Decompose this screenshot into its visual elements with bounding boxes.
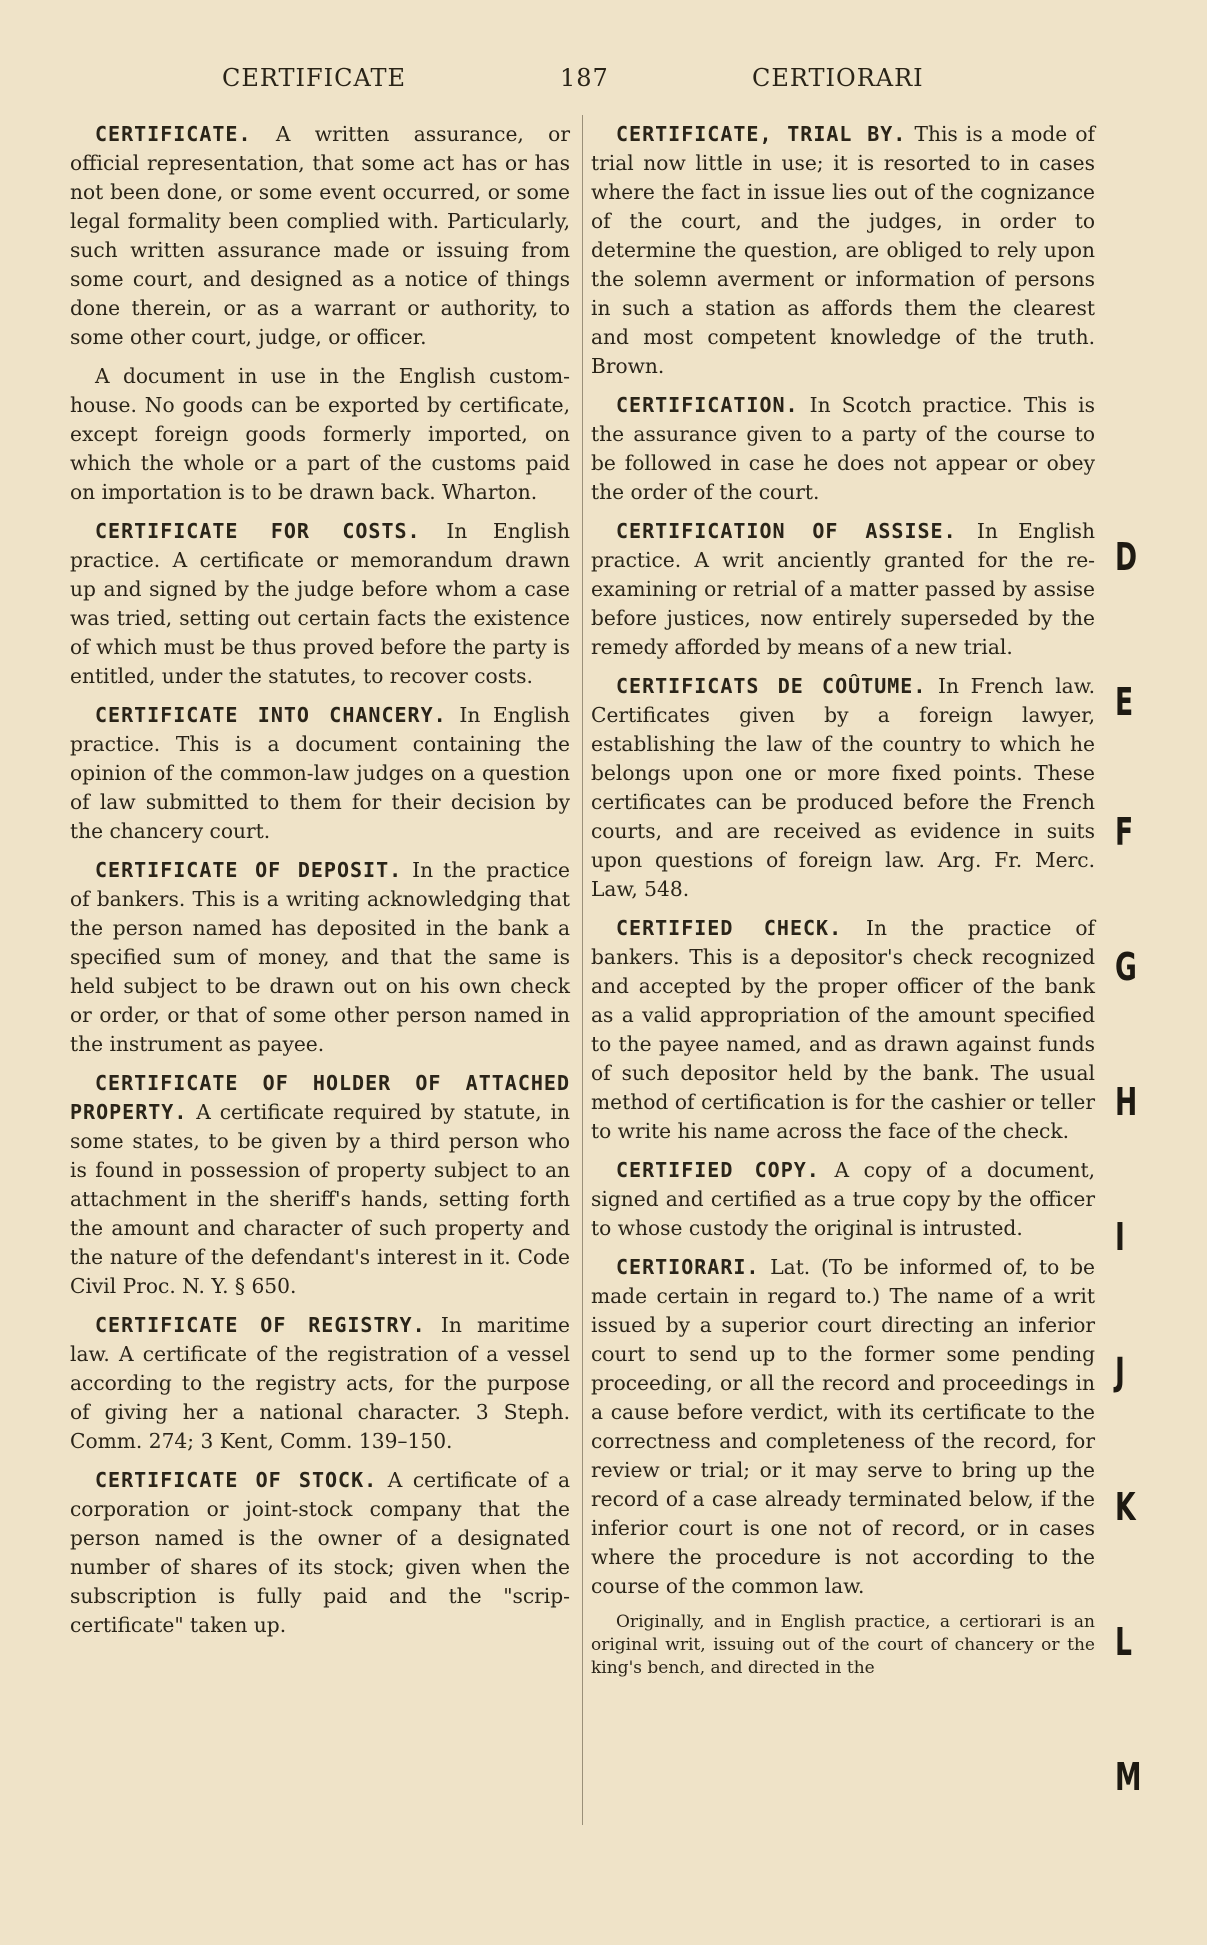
- entry: [70, 701, 570, 846]
- entry-text: This is a mode of trial now little in use; it is resorted to in cases where the fact in issue lies out of the cognizance of the court, and the judges, in order to determine the question, are obliged to rely upon the solemn averment or information of persons in such a station as affords them the clearest and most competent knowledge of the truth. Brown.: [591, 122, 1095, 378]
- entry-headword: CERTIFIED CHECK.: [616, 916, 843, 940]
- entry-headword: CERTIFICATE OF HOLDER OF ATTACHED PROPERTY.: [70, 1071, 570, 1124]
- thumb-index-letter[interactable]: G: [1115, 945, 1137, 989]
- entry-text: In French law. Certificates given by a foreign lawyer, establishing the law of the country to which he belongs upon one or more fixed points. These certificates can be produced before the French courts, and are received as evidence in suits upon questions of foreign law. Arg. Fr. Merc. Law, 548.: [591, 674, 1095, 901]
- entry: [70, 856, 570, 1059]
- entry: [591, 1253, 1095, 1601]
- entry: [591, 517, 1095, 662]
- thumb-index-letter[interactable]: H: [1115, 1080, 1138, 1124]
- running-head-left: CERTIFICATE: [222, 64, 407, 92]
- entry-headword: CERTIFIED COPY.: [616, 1158, 820, 1182]
- entry-text: In English practice. A writ anciently granted for the re-examining or retrial of a matter passed by assise before justices, now entirely superseded by the remedy afforded by means of a new trial.: [591, 519, 1096, 659]
- entry-text: In maritime law. A certificate of the registration of a vessel according to the registry acts, for the purpose of giving her a national character. 3 Steph. Comm. 274; 3 Kent, Comm. 139–150.: [70, 1313, 570, 1453]
- entry: [70, 1311, 570, 1456]
- entry: [70, 517, 570, 691]
- entry-text: A written assurance, or official representation, that some act has or has not been done, or some event occurred, or some legal formality been complied with. Particularly, such written assurance made or issuing from some court, and designed as a notice of things done therein, or as a warrant or authority, to some other court, judge, or officer.: [70, 122, 570, 349]
- thumb-index-letter[interactable]: K: [1115, 1485, 1136, 1529]
- entry-text: A copy of a document, signed and certified as a true copy by the officer to whose custody the original is intrusted.: [591, 1158, 1095, 1240]
- entry-headword: CERTIFICATE OF DEPOSIT.: [95, 858, 403, 882]
- thumb-index-letter[interactable]: F: [1115, 810, 1134, 854]
- thumb-index-letter[interactable]: D: [1115, 535, 1138, 579]
- entry-text: In English practice. A certificate or memorandum drawn up and signed by the judge before whom a case was tried, setting out certain facts the existence of which must be thus proved before the party is entitled, under the statutes, to recover costs.: [70, 519, 570, 688]
- entry-text: Lat. (To be informed of, to be made certain in regard to.) The name of a writ issued by a superior court directing an inferior court to send up to the former some pending proceeding, or all the record and proceedings in a cause before verdict, with its certificate to the correctness and completeness of the record, for review or trial; or it may serve to bring up the record of a case already terminated below, if the inferior court is one not of record, or in cases where the procedure is not according to the course of the common law.: [591, 1255, 1095, 1598]
- left-column: [70, 120, 570, 1650]
- entry-headword: CERTIORARI.: [616, 1255, 760, 1279]
- thumb-index-letter[interactable]: M: [1115, 1755, 1142, 1799]
- entry: [70, 362, 570, 507]
- entry-text: A certificate of a corporation or joint-stock company that the person named is the owner of a designated number of shares of its stock; given when the subscription is fully paid and the "scrip-certificate" taken up.: [70, 1468, 570, 1637]
- entry: [70, 1069, 570, 1301]
- entry-headword: CERTIFICATE OF STOCK.: [95, 1468, 378, 1492]
- thumb-index-letter[interactable]: I: [1115, 1215, 1125, 1259]
- thumb-index-letter[interactable]: E: [1115, 680, 1134, 724]
- footnote-paragraph: Originally, and in English practice, a certiorari is an original writ, issuing out of the court of chancery or the king's bench, and directed in the: [591, 1612, 1095, 1678]
- entry-headword: CERTIFICATION.: [616, 393, 799, 417]
- column-divider: [582, 115, 583, 1825]
- thumb-index-letter[interactable]: L: [1115, 1620, 1132, 1664]
- entry-text: In the practice of bankers. This is a depositor's check recognized and accepted by the proper officer of the bank as a valid appropriation of the amount specified to the payee named, and as drawn against funds of such depositor held by the bank. The usual method of certification is for the cashier or teller to write his name across the face of the check.: [591, 916, 1095, 1143]
- entry: [591, 120, 1095, 381]
- entry-text: In Scotch practice. This is the assurance given to a party of the course to be followed in case he does not appear or obey the order of the court.: [591, 393, 1095, 504]
- entry: [591, 1156, 1095, 1243]
- entry-headword: CERTIFICATE FOR COSTS.: [95, 519, 421, 543]
- thumb-index-letter[interactable]: J: [1115, 1350, 1125, 1394]
- entry-headword: CERTIFICATE, TRIAL BY.: [616, 122, 907, 146]
- page-number: 187: [560, 64, 609, 92]
- entry-text: In the practice of bankers. This is a writing acknowledging that the person named has deposited in the bank a specified sum of money, and that the same is held subject to be drawn out on his own check or order, or that of some other person named in the instrument as payee.: [70, 858, 570, 1056]
- entry-text: A document in use in the English custom-house. No goods can be exported by certificate, except foreign goods formerly imported, on which the whole or a part of the customs paid on importation is to be drawn back. Wharton.: [70, 364, 570, 504]
- right-column: [591, 120, 1095, 1697]
- entry-headword: CERTIFICATS DE COÛTUME.: [616, 674, 927, 698]
- entry: [70, 1466, 570, 1640]
- entry-headword: CERTIFICATE INTO CHANCERY.: [95, 703, 447, 727]
- entry: [591, 914, 1095, 1146]
- entry-text: In English practice. This is a document containing the opinion of the common-law judges on a question of law submitted to them for their decision by the chancery court.: [70, 703, 570, 843]
- entry-headword: CERTIFICATE OF REGISTRY.: [95, 1313, 426, 1337]
- entry: [70, 120, 570, 352]
- entry: [591, 672, 1095, 904]
- entry-headword: CERTIFICATION OF ASSISE.: [616, 519, 957, 543]
- running-head-right: CERTIORARI: [752, 64, 924, 92]
- entry-headword: CERTIFICATE.: [95, 122, 252, 146]
- entry-text: A certificate required by statute, in some states, to be given by a third person who is found in possession of property subject to an attachment in the sheriff's hands, setting forth the amount and character of such property and the nature of the defendant's interest in it. Code Civil Proc. N. Y. § 650.: [70, 1100, 570, 1298]
- entry: [591, 391, 1095, 507]
